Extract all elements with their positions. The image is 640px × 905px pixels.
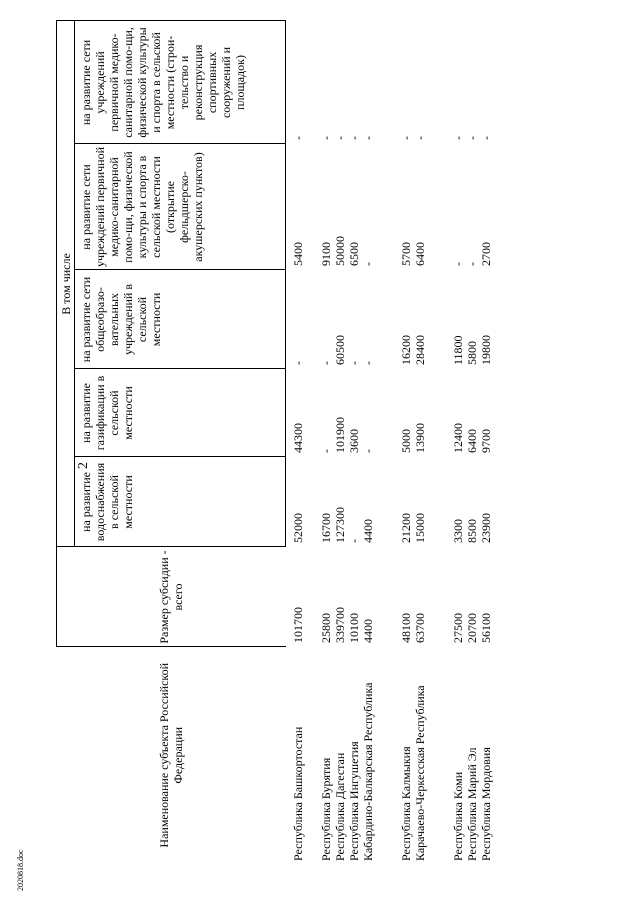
schools-value: -: [291, 361, 305, 365]
gasification-value: 6400: [465, 429, 479, 453]
subsidy-total: 101700: [291, 607, 305, 643]
schools-value: -: [319, 361, 333, 365]
schools-value: 16200: [399, 335, 413, 365]
header-water-supply: на развитие водоснабжения в сельской местности: [75, 457, 286, 547]
water-supply-value: 127300: [333, 507, 347, 543]
medical-sport-value: -: [347, 136, 361, 140]
subject-name: Республика Бурятия: [319, 757, 333, 861]
subsidy-total: 20700: [465, 613, 479, 643]
medical-fap-value: 9100: [319, 242, 333, 266]
gasification-value: 5000: [399, 429, 413, 453]
medical-sport-value: -: [413, 136, 427, 140]
schools-value: 60500: [333, 335, 347, 365]
water-supply-value: 23900: [479, 513, 493, 543]
gasification-value: 13900: [413, 423, 427, 453]
water-supply-value: -: [347, 539, 361, 543]
header-medical-fap: на развитие сети учреждений первичной медико-санитарной помо-щи, физической культуры и спорта в сельской местности (открытие фельдшерско-акушерских пунктов): [75, 144, 286, 270]
subject-name: Республика Мордовия: [479, 747, 493, 861]
schools-value: 11800: [451, 335, 465, 365]
header-group-including: В том числе: [57, 21, 75, 547]
table-row: [441, 21, 465, 863]
medical-fap-value: 6400: [413, 242, 427, 266]
medical-sport-value: -: [465, 136, 479, 140]
table-row: [389, 21, 413, 863]
subsidy-total: 10100: [347, 613, 361, 643]
table-row: [361, 21, 389, 863]
medical-fap-value: -: [465, 262, 479, 266]
water-supply-value: 8500: [465, 519, 479, 543]
gasification-value: 101900: [333, 417, 347, 453]
medical-sport-value: -: [319, 136, 333, 140]
gasification-value: -: [361, 449, 375, 453]
water-supply-value: 16700: [319, 513, 333, 543]
subsidy-total: 27500: [451, 613, 465, 643]
schools-value: 5800: [465, 341, 479, 365]
subject-name: Кабардино-Балкарская Республика: [361, 682, 375, 861]
medical-fap-value: -: [451, 262, 465, 266]
subject-name: Республика Калмыкия: [399, 746, 413, 861]
medical-fap-value: 6500: [347, 242, 361, 266]
subject-name: Республика Марий Эл: [465, 747, 479, 861]
subsidy-table: [56, 20, 493, 863]
subsidy-total: 56100: [479, 613, 493, 643]
subject-name: Республика Ингушетия: [347, 741, 361, 861]
water-supply-value: 3300: [451, 519, 465, 543]
table-row: [333, 21, 347, 863]
medical-sport-value: -: [451, 136, 465, 140]
medical-fap-value: 5700: [399, 242, 413, 266]
subsidy-total: 25800: [319, 613, 333, 643]
header-schools: на развитие сети общеобразо-вательных учреждений в сельской местности: [75, 270, 286, 369]
medical-sport-value: -: [399, 136, 413, 140]
subject-name: Республика Башкортостан: [291, 726, 305, 861]
table-row: [319, 21, 333, 863]
table-row: [347, 21, 361, 863]
schools-value: -: [347, 361, 361, 365]
subject-name: Республика Коми: [451, 771, 465, 861]
table-row: [479, 21, 493, 863]
gasification-value: 12400: [451, 423, 465, 453]
medical-fap-value: -: [361, 262, 375, 266]
gasification-value: 3600: [347, 429, 361, 453]
header-subject-name: Наименование субъекта Российской Федерации: [57, 647, 286, 863]
medical-sport-value: -: [333, 136, 347, 140]
header-subsidy-total: Размер субсидии - всего: [57, 547, 286, 647]
medical-fap-value: 2700: [479, 242, 493, 266]
medical-fap-value: 5400: [291, 242, 305, 266]
gasification-value: 44300: [291, 423, 305, 453]
subsidy-total: 339700: [333, 607, 347, 643]
water-supply-value: 52000: [291, 513, 305, 543]
table-row: [465, 21, 479, 863]
header-gasification: на развитие газификации в сельской местности: [75, 369, 286, 457]
subsidy-total: 4400: [361, 619, 375, 643]
water-supply-value: 4400: [361, 519, 375, 543]
schools-value: -: [361, 361, 375, 365]
medical-fap-value: 50000: [333, 236, 347, 266]
subject-name: Республика Дагестан: [333, 752, 347, 861]
water-supply-value: 21200: [399, 513, 413, 543]
document-id: 2020818.doc: [16, 849, 25, 891]
table-row: [413, 21, 441, 863]
water-supply-value: 15000: [413, 513, 427, 543]
table-row: [291, 21, 319, 863]
page-number: 2: [76, 462, 91, 469]
gasification-value: -: [319, 449, 333, 453]
subsidy-total: 63700: [413, 613, 427, 643]
gasification-value: 9700: [479, 429, 493, 453]
schools-value: 19800: [479, 335, 493, 365]
medical-sport-value: -: [291, 136, 305, 140]
header-medical-sport: на развитие сети учреждений первичной медико-санитарной помо-щи, физической культуры и спорта в сельской местности (строи-тельство и реконструкция спортивных сооружений и площадок): [75, 21, 286, 144]
medical-sport-value: -: [361, 136, 375, 140]
schools-value: 28400: [413, 335, 427, 365]
subject-name: Карачаево-Черкесская Республика: [413, 685, 427, 861]
subsidy-total: 48100: [399, 613, 413, 643]
medical-sport-value: -: [479, 136, 493, 140]
